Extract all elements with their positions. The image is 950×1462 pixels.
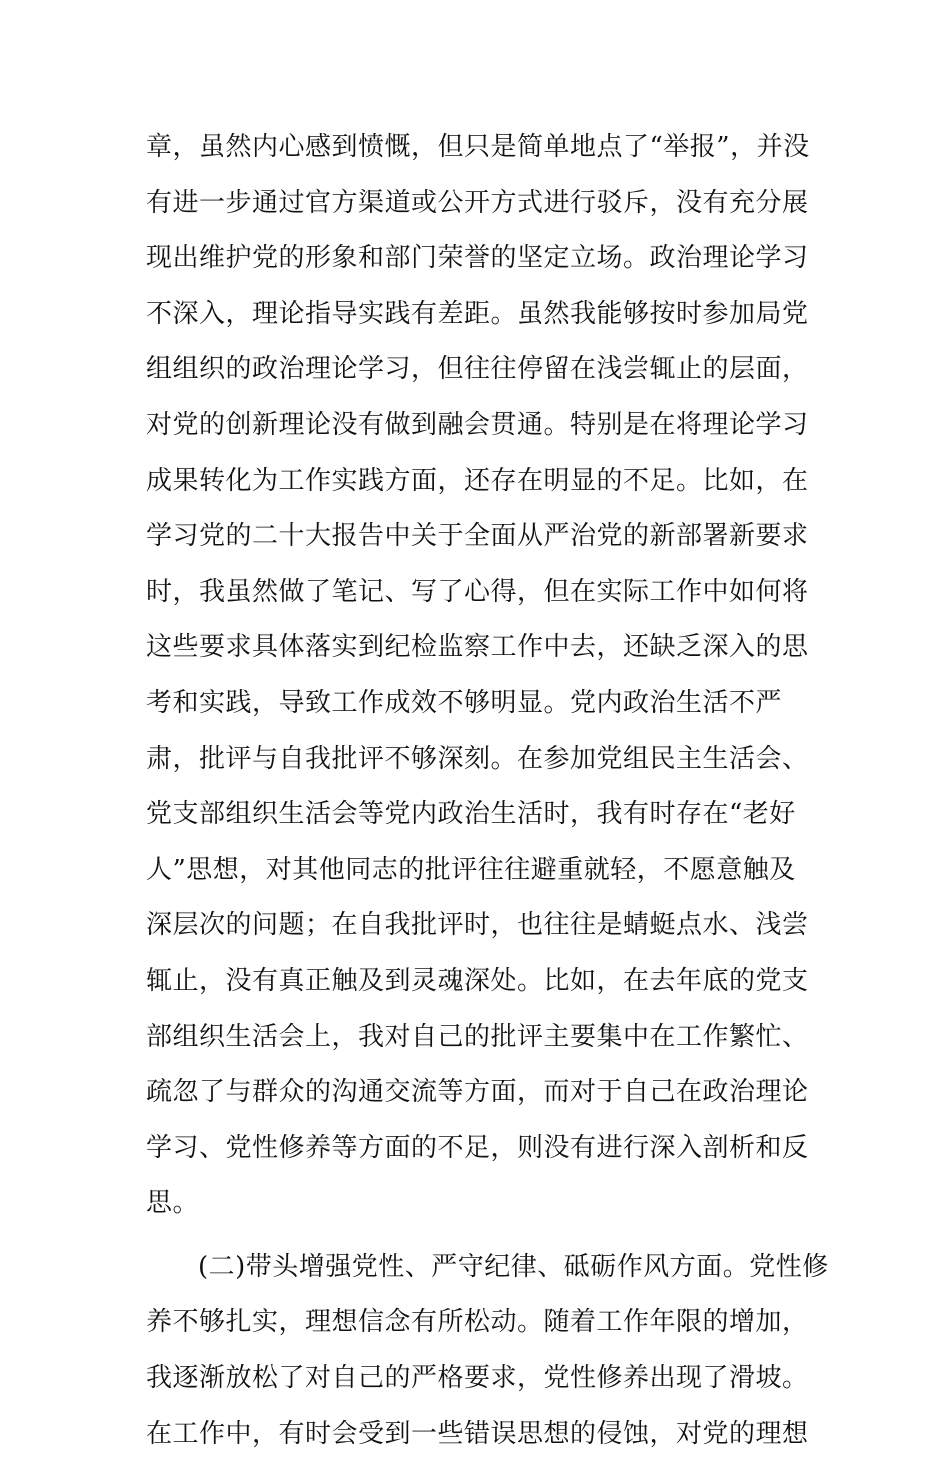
text-line: 养不够扎实，理想信念有所松动。随着工作年限的增加， bbox=[146, 1307, 809, 1338]
text-line: 深层次的问题；在自我批评时，也往往是蜻蜓点水、浅尝 bbox=[146, 910, 809, 941]
text-line: 思。 bbox=[146, 1188, 200, 1219]
text-line: 部组织生活会上，我对自己的批评主要集中在工作繁忙、 bbox=[146, 1021, 809, 1052]
text-line: 对党的创新理论没有做到融会贯通。特别是在将理论学习 bbox=[146, 409, 809, 440]
text-line: 章，虽然内心感到愤慨，但只是简单地点了“举报”，并没 bbox=[146, 132, 810, 162]
text-line: 辄止，没有真正触及到灵魂深处。比如，在去年底的党支 bbox=[146, 965, 809, 996]
text-line: 时，我虽然做了笔记、写了心得，但在实际工作中如何将 bbox=[146, 576, 809, 607]
text-line: 疏忽了与群众的沟通交流等方面，而对于自己在政治理论 bbox=[146, 1077, 809, 1108]
body-text bbox=[146, 120, 829, 1462]
text-line: 在工作中，有时会受到一些错误思想的侵蚀，对党的理想 bbox=[146, 1418, 809, 1449]
text-line: 学习党的二十大报告中关于全面从严治党的新部署新要求 bbox=[146, 521, 809, 552]
section-heading-line: (二)带头增强党性、严守纪律、砥砺作风方面。党性修 bbox=[198, 1251, 829, 1282]
text-line: 我逐渐放松了对自己的严格要求，党性修养出现了滑坡。 bbox=[146, 1363, 809, 1394]
text-line: 组组织的政治理论学习，但往往停留在浅尝辄止的层面， bbox=[146, 354, 809, 385]
text-line: 成果转化为工作实践方面，还存在明显的不足。比如，在 bbox=[146, 465, 809, 496]
text-line: 不深入，理论指导实践有差距。虽然我能够按时参加局党 bbox=[146, 298, 809, 329]
text-line: 有进一步通过官方渠道或公开方式进行驳斥，没有充分展 bbox=[146, 187, 809, 218]
text-line: 人”思想，对其他同志的批评往往避重就轻，不愿意触及 bbox=[146, 854, 796, 885]
paragraph-gap bbox=[146, 1232, 806, 1240]
text-line: 学习、党性修养等方面的不足，则没有进行深入剖析和反 bbox=[146, 1132, 809, 1163]
text-line: 肃，批评与自我批评不够深刻。在参加党组民主生活会、 bbox=[146, 743, 809, 774]
text-line: 党支部组织生活会等党内政治生活时，我有时存在“老好 bbox=[146, 799, 796, 830]
text-line: 现出维护党的形象和部门荣誉的坚定立场。政治理论学习 bbox=[146, 243, 809, 274]
text-line: 考和实践，导致工作成效不够明显。党内政治生活不严 bbox=[146, 687, 783, 718]
text-line: 这些要求具体落实到纪检监察工作中去，还缺乏深入的思 bbox=[146, 632, 809, 663]
